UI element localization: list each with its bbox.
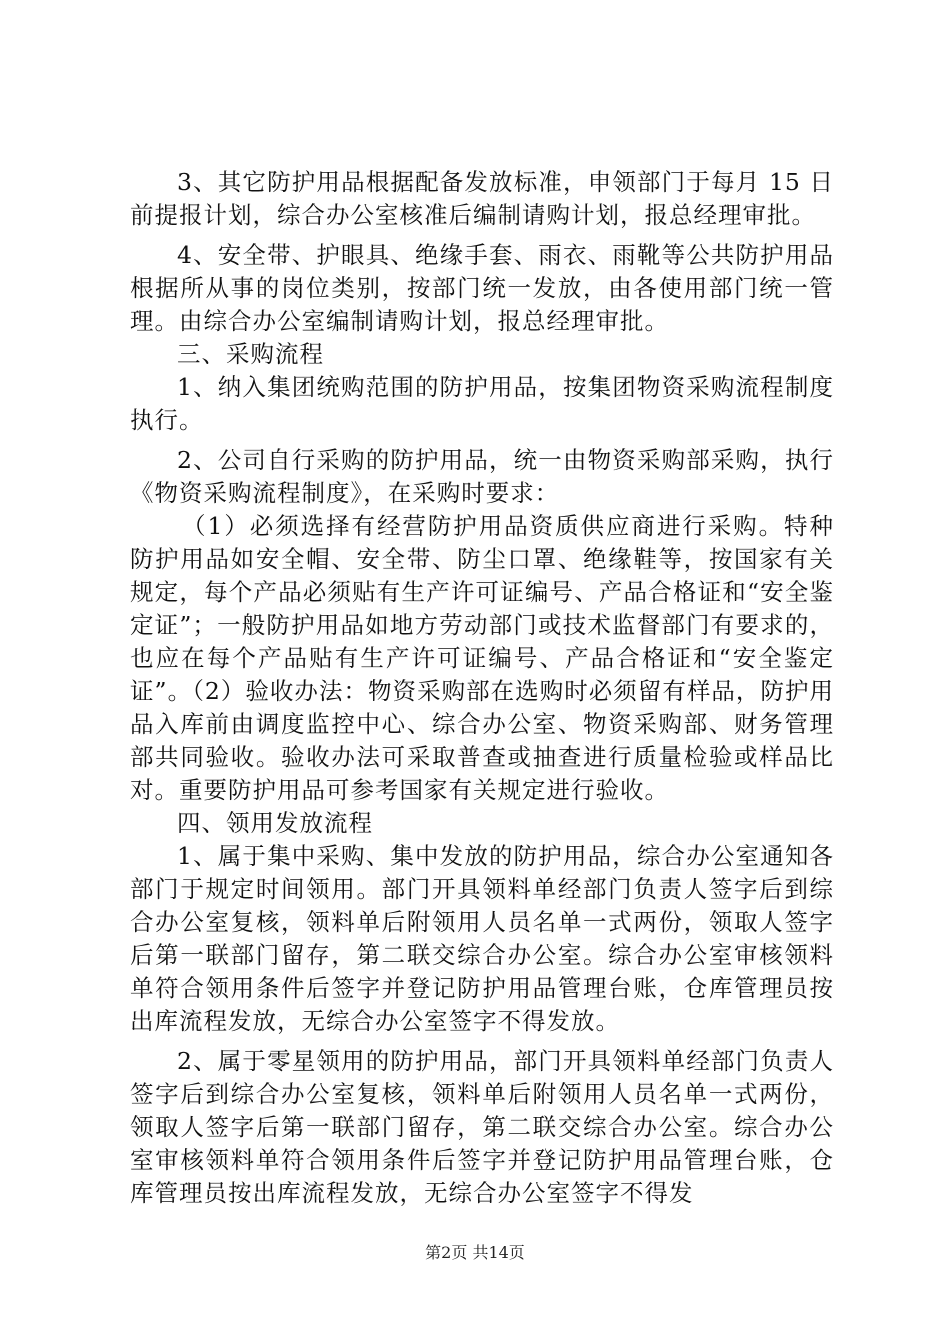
document-body	[130, 166, 834, 1210]
paragraph-distribution-2: 2、属于零星领用的防护用品，部门开具领料单经部门负责人签字后到综合办公室复核，领料单后附领用人员名单一式两份，领取人签字后第一联部门留存，第二联交综合办公室。综合办公室审核领料单符合领用条件后签字并登记防护用品管理台账，仓库管理员按出库流程发放，无综合办公室签字不得发	[130, 1047, 834, 1207]
paragraph-item-4: 4、安全带、护眼具、绝缘手套、雨衣、雨靴等公共防护用品根据所从事的岗位类别，按部门统一发放，由各使用部门统一管理。由综合办公室编制请购计划，报总经理审批。	[130, 241, 834, 335]
page-number-footer: 第2页 共14页	[425, 1243, 525, 1262]
paragraph-procurement-1: 1、纳入集团统购范围的防护用品，按集团物资采购流程制度执行。	[130, 373, 834, 434]
section-heading-procurement: 三、采购流程	[177, 340, 324, 368]
paragraph-distribution-1: 1、属于集中采购、集中发放的防护用品，综合办公室通知各部门于规定时间领用。部门开具领料单经部门负责人签字后到综合办公室复核，领料单后附领用人员名单一式两份，领取人签字后第一联部门留存，第二联交综合办公室。综合办公室审核领料单符合领用条件后签字并登记防护用品管理台账，仓库管理员按出库流程发放，无综合办公室签字不得发放。	[130, 842, 834, 1035]
paragraph-procurement-2: 2、公司自行采购的防护用品，统一由物资采购部采购，执行《物资采购流程制度》，在采购时要求：	[130, 446, 834, 507]
paragraph-item-3: 3、其它防护用品根据配备发放标准，申领部门于每月 15 日前提报计划，综合办公室核准后编制请购计划，报总经理审批。	[130, 168, 834, 229]
paragraph-procurement-requirements: （1）必须选择有经营防护用品资质供应商进行采购。特种防护用品如安全帽、安全带、防尘口罩、绝缘鞋等，按国家有关规定，每个产品必须贴有生产许可证编号、产品合格证和“安全鉴定证”；一般防护用品如地方劳动部门或技术监督部门有要求的，也应在每个产品贴有生产许可证编号、产品合格证和“安全鉴定证”。（2）验收办法：物资采购部在选购时必须留有样品，防护用品入库前由调度监控中心、综合办公室、物资采购部、财务管理部共同验收。验收办法可采取普查或抽查进行质量检验或样品比对。重要防护用品可参考国家有关规定进行验收。	[130, 512, 834, 804]
section-heading-distribution: 四、领用发放流程	[177, 809, 373, 837]
